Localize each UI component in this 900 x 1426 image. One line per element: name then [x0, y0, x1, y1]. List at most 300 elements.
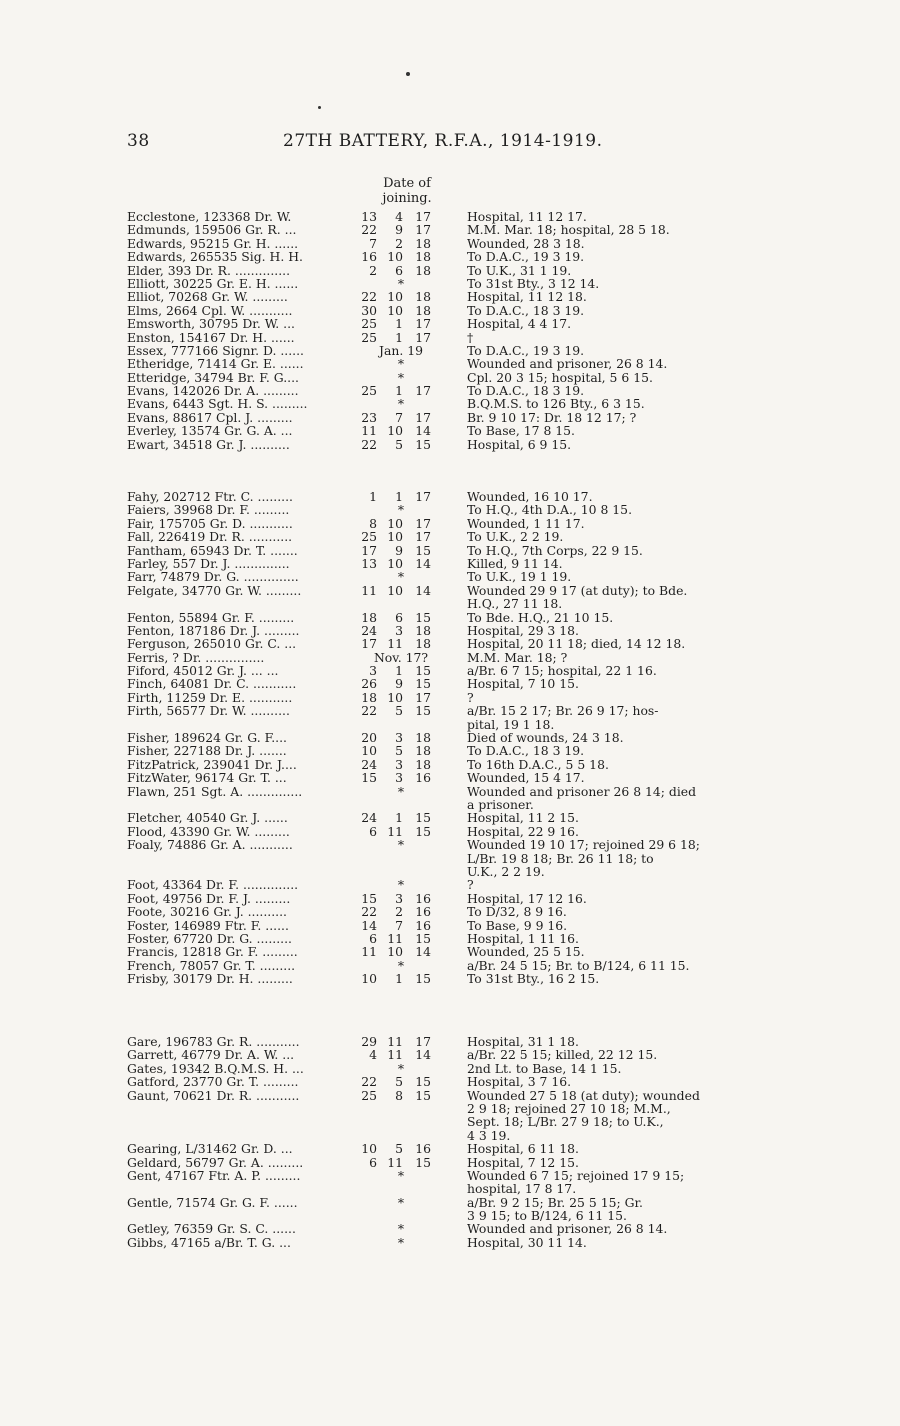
joining-day: 22 [361, 1074, 377, 1090]
joining-day: 29 [361, 1034, 377, 1049]
service-remark: Sept. 18; L/Br. 27 9 18; to U.K., [467, 1114, 664, 1130]
service-remark: Hospital, 31 1 18. [467, 1034, 579, 1049]
soldier-name: Fantham, 65943 Dr. T. ....... [127, 542, 298, 558]
joining-month: 10 [387, 423, 403, 439]
roll-entry [127, 1156, 787, 1169]
service-remark: To D.A.C., 18 3 19. [467, 383, 585, 399]
soldier-name: French, 78057 Gr. T. ......... [127, 957, 296, 973]
soldier-name: Farley, 557 Dr. J. .............. [127, 555, 290, 571]
roll-entry [127, 865, 787, 878]
soldier-name: Flawn, 251 Sgt. A. .............. [127, 783, 303, 799]
joining-day: 16 [361, 249, 377, 265]
service-remark: B.Q.M.S. to 126 Bty., 6 3 15. [467, 396, 645, 412]
service-remark: Hospital, 11 2 15. [467, 810, 579, 826]
soldier-name: Edmunds, 159506 Gr. R. ... [127, 222, 297, 238]
service-remark: Wounded, 1 11 17. [467, 515, 585, 531]
roll-entry [127, 1182, 787, 1195]
roll-entry [127, 611, 787, 624]
joining-year: 18 [415, 636, 431, 652]
joining-day: 15 [361, 890, 377, 906]
roll-entry [127, 1089, 787, 1102]
soldier-name: Edwards, 265535 Sig. H. H. [127, 249, 303, 265]
page-number: 38 [127, 131, 150, 151]
joining-day: 7 [369, 235, 377, 251]
joining-day: 10 [361, 743, 377, 759]
soldier-name: Gates, 19342 B.Q.M.S. H. ... [127, 1060, 304, 1076]
joining-month: 11 [387, 636, 403, 652]
soldier-name: Fiford, 45012 Gr. J. ... ... [127, 663, 279, 679]
joining-month: 5 [395, 1074, 403, 1090]
service-remark: Wounded 19 10 17; rejoined 29 6 18; [467, 837, 700, 853]
soldier-name: Essex, 777166 Signr. D. ...... [127, 342, 305, 358]
joining-month: 7 [395, 409, 403, 425]
joining-date: * [397, 837, 405, 853]
joining-day: 4 [369, 1047, 377, 1063]
joining-year: 14 [415, 944, 431, 960]
roll-section [127, 490, 787, 985]
service-remark: To D.A.C., 19 3 19. [467, 249, 585, 265]
roll-entry [127, 959, 787, 972]
joining-month: 11 [387, 1034, 403, 1049]
joining-date: * [397, 1234, 405, 1250]
roll-entry [127, 1075, 787, 1088]
joining-year: 17 [415, 689, 431, 705]
service-remark: To D.A.C., 19 3 19. [467, 342, 585, 358]
joining-month: 5 [395, 743, 403, 759]
soldier-name: Fisher, 189624 Gr. G. F.... [127, 730, 287, 746]
joining-day: 11 [361, 944, 377, 960]
joining-year: 17 [415, 316, 431, 332]
joining-month: 3 [395, 756, 403, 772]
soldier-name: Gent, 47167 Ftr. A. P. ......... [127, 1167, 301, 1183]
joining-day: 20 [361, 730, 377, 746]
joining-year: 15 [415, 810, 431, 826]
service-remark: To D/32, 8 9 16. [467, 904, 567, 920]
roll-entry [127, 825, 787, 838]
roll-entry [127, 785, 787, 798]
soldier-name: Foote, 30216 Gr. J. .......... [127, 904, 287, 920]
service-remark: To U.K., 19 1 19. [467, 569, 572, 585]
joining-month: 10 [387, 582, 403, 598]
roll-entry [127, 277, 787, 290]
service-remark: Wounded, 28 3 18. [467, 235, 585, 251]
roll-entry [127, 411, 787, 424]
roll-entry [127, 731, 787, 744]
joining-month: 5 [395, 436, 403, 452]
roll-entry [127, 357, 787, 370]
joining-day: 30 [361, 302, 377, 318]
joining-day: 23 [361, 409, 377, 425]
joining-year: 16 [415, 770, 431, 786]
soldier-name: Fall, 226419 Dr. R. ........... [127, 529, 293, 545]
service-remark: To Base, 17 8 15. [467, 423, 575, 439]
joining-year: 17 [415, 329, 431, 345]
date-of-joining-header [372, 176, 442, 206]
joining-day: 14 [361, 917, 377, 933]
joining-day: 1 [369, 489, 377, 504]
joining-date: * [397, 1194, 405, 1210]
roll-entry [127, 597, 787, 610]
joining-year: 16 [415, 917, 431, 933]
joining-month: 4 [395, 209, 403, 224]
joining-day: 25 [361, 316, 377, 332]
service-remark: Hospital, 6 9 15. [467, 436, 572, 452]
soldier-name: FitzPatrick, 239041 Dr. J.... [127, 756, 297, 772]
joining-day: 18 [361, 609, 377, 625]
service-remark: 2 9 18; rejoined 27 10 18; M.M., [467, 1100, 671, 1116]
roll-entry [127, 490, 787, 503]
service-remark: a/Br. 24 5 15; Br. to B/124, 6 11 15. [467, 957, 690, 973]
soldier-name: Gibbs, 47165 a/Br. T. G. ... [127, 1234, 291, 1250]
joining-day: 13 [361, 555, 377, 571]
roll-entry [127, 651, 787, 664]
service-remark: Wounded 27 5 18 (at duty); wounded [467, 1087, 700, 1103]
roll-entry [127, 1236, 787, 1249]
service-remark: Hospital, 1 11 16. [467, 930, 579, 946]
joining-date: * [397, 783, 405, 799]
service-remark: 3 9 15; to B/124, 6 11 15. [467, 1208, 627, 1224]
service-remark: To 31st Bty., 16 2 15. [467, 971, 600, 987]
service-remark: Wounded, 16 10 17. [467, 489, 593, 504]
roll-entry [127, 250, 787, 263]
roll-entry [127, 264, 787, 277]
service-remark: To H.Q., 7th Corps, 22 9 15. [467, 542, 643, 558]
soldier-name: FitzWater, 96174 Gr. T. ... [127, 770, 287, 786]
joining-day: 26 [361, 676, 377, 692]
soldier-name: Firth, 56577 Dr. W. .......... [127, 703, 290, 719]
service-remark: Wounded, 15 4 17. [467, 770, 585, 786]
service-remark: ? [467, 877, 474, 893]
roll-entry [127, 1222, 787, 1235]
soldier-name: Frisby, 30179 Dr. H. ......... [127, 971, 293, 987]
joining-month: 1 [395, 489, 403, 504]
print-speck [406, 72, 410, 76]
joining-month: 10 [387, 944, 403, 960]
soldier-name: Fletcher, 40540 Gr. J. ...... [127, 810, 288, 826]
roll-entry [127, 290, 787, 303]
service-remark: Hospital, 4 4 17. [467, 316, 572, 332]
service-remark: a/Br. 22 5 15; killed, 22 12 15. [467, 1047, 658, 1063]
joining-year: 17 [415, 222, 431, 238]
roll-entry [127, 919, 787, 932]
roll-entry [127, 344, 787, 357]
roll-entry [127, 438, 787, 451]
soldier-name: Foaly, 74886 Gr. A. ........... [127, 837, 293, 853]
soldier-name: Flood, 43390 Gr. W. ......... [127, 823, 290, 839]
soldier-name: Fisher, 227188 Dr. J. ....... [127, 743, 287, 759]
roll-entry [127, 1062, 787, 1075]
roll-entry [127, 664, 787, 677]
soldier-name: Foot, 43364 Dr. F. .............. [127, 877, 299, 893]
roll-entry [127, 811, 787, 824]
soldier-name: Faiers, 39968 Dr. F. ......... [127, 502, 290, 518]
joining-day: 10 [361, 1141, 377, 1157]
roll-entry [127, 331, 787, 344]
soldier-name: Gatford, 23770 Gr. T. ......... [127, 1074, 299, 1090]
joining-year: 17 [415, 409, 431, 425]
service-remark: 4 3 19. [467, 1127, 511, 1143]
soldier-name: Geldard, 56797 Gr. A. ......... [127, 1154, 304, 1170]
roll-entry [127, 424, 787, 437]
soldier-name: Gare, 196783 Gr. R. ........... [127, 1034, 300, 1049]
roll-entry [127, 704, 787, 717]
soldier-name: Enston, 154167 Dr. H. ...... [127, 329, 295, 345]
roll-entry [127, 304, 787, 317]
joining-year: 16 [415, 904, 431, 920]
soldier-name: Finch, 64081 Dr. C. ........... [127, 676, 297, 692]
roll-entry [127, 1142, 787, 1155]
service-remark: Hospital, 17 12 16. [467, 890, 587, 906]
joining-year: 14 [415, 423, 431, 439]
joining-year: 15 [415, 1074, 431, 1090]
joining-month: 9 [395, 542, 403, 558]
joining-day: 13 [361, 209, 377, 224]
service-remark: a/Br. 6 7 15; hospital, 22 1 16. [467, 663, 657, 679]
joining-year: 14 [415, 1047, 431, 1063]
joining-year: 18 [415, 262, 431, 278]
soldier-name: Evans, 88617 Cpl. J. ......... [127, 409, 293, 425]
joining-month: 10 [387, 529, 403, 545]
service-remark: Hospital, 11 12 18. [467, 289, 587, 305]
joining-year: 18 [415, 730, 431, 746]
roll-entry [127, 544, 787, 557]
joining-day: 25 [361, 529, 377, 545]
roll-entry [127, 570, 787, 583]
joining-month: 10 [387, 515, 403, 531]
date-header-line: Date of [383, 176, 431, 191]
soldier-name: Ecclestone, 123368 Dr. W. [127, 209, 292, 224]
service-remark: Hospital, 6 11 18. [467, 1141, 579, 1157]
service-remark: M.M. Mar. 18; hospital, 28 5 18. [467, 222, 670, 238]
roll-entry [127, 384, 787, 397]
roll-entry [127, 317, 787, 330]
joining-year: 18 [415, 235, 431, 251]
joining-month: 9 [395, 222, 403, 238]
joining-month: 11 [387, 1047, 403, 1063]
joining-day: 22 [361, 289, 377, 305]
soldier-name: Ferris, ? Dr. ............... [127, 649, 265, 665]
soldier-name: Gaunt, 70621 Dr. R. ........... [127, 1087, 300, 1103]
service-remark: To U.K., 2 2 19. [467, 529, 564, 545]
joining-year: 15 [415, 676, 431, 692]
service-remark: To Bde. H.Q., 21 10 15. [467, 609, 614, 625]
joining-day: 6 [369, 823, 377, 839]
joining-year: 15 [415, 1154, 431, 1170]
joining-day: 22 [361, 703, 377, 719]
joining-day: 25 [361, 383, 377, 399]
joining-date: * [397, 569, 405, 585]
roll-entry [127, 718, 787, 731]
joining-month: 10 [387, 302, 403, 318]
roll-entry [127, 798, 787, 811]
service-remark: pital, 19 1 18. [467, 716, 555, 732]
joining-year: 17 [415, 515, 431, 531]
joining-day: 15 [361, 770, 377, 786]
service-remark: Cpl. 20 3 15; hospital, 5 6 15. [467, 369, 653, 385]
soldier-name: Elms, 2664 Cpl. W. ........... [127, 302, 293, 318]
roll-entry [127, 1048, 787, 1061]
roll-entry [127, 584, 787, 597]
roll-entry [127, 1129, 787, 1142]
joining-month: 11 [387, 823, 403, 839]
soldier-name: Elder, 393 Dr. R. .............. [127, 262, 291, 278]
joining-year: 14 [415, 555, 431, 571]
service-remark: Hospital, 29 3 18. [467, 622, 579, 638]
service-remark: Hospital, 22 9 16. [467, 823, 579, 839]
joining-year: 18 [415, 289, 431, 305]
soldier-name: Everley, 13574 Gr. G. A. ... [127, 423, 293, 439]
roll-entry [127, 624, 787, 637]
soldier-name: Fair, 175705 Gr. D. ........... [127, 515, 293, 531]
soldier-name: Ferguson, 265010 Gr. C. ... [127, 636, 297, 652]
service-remark: a prisoner. [467, 796, 534, 812]
roll-entry [127, 677, 787, 690]
service-remark: To U.K., 31 1 19. [467, 262, 572, 278]
joining-month: 1 [395, 810, 403, 826]
roll-entry [127, 210, 787, 223]
soldier-name: Getley, 76359 Gr. S. C. ...... [127, 1221, 296, 1237]
roll-entry [127, 771, 787, 784]
joining-year: 15 [415, 971, 431, 987]
soldier-name: Foster, 146989 Ftr. F. ...... [127, 917, 289, 933]
service-remark: To D.A.C., 18 3 19. [467, 743, 585, 759]
joining-year: 18 [415, 756, 431, 772]
soldier-name: Elliott, 30225 Gr. E. H. ...... [127, 275, 299, 291]
soldier-name: Francis, 12818 Gr. F. ......... [127, 944, 298, 960]
roll-entry [127, 838, 787, 851]
joining-month: 8 [395, 1087, 403, 1103]
joining-month: 11 [387, 930, 403, 946]
roll-entry [127, 758, 787, 771]
service-remark: To H.Q., 4th D.A., 10 8 15. [467, 502, 633, 518]
joining-year: 18 [415, 622, 431, 638]
joining-day: 6 [369, 1154, 377, 1170]
joining-date: * [397, 369, 405, 385]
roll-entry [127, 878, 787, 891]
service-remark: Br. 9 10 17: Dr. 18 12 17; ? [467, 409, 637, 425]
joining-year: 14 [415, 582, 431, 598]
roll-entry [127, 1035, 787, 1048]
roll-entry [127, 1196, 787, 1209]
service-remark: a/Br. 15 2 17; Br. 26 9 17; hos- [467, 703, 659, 719]
joining-month: 6 [395, 609, 403, 625]
joining-year: 16 [415, 1141, 431, 1157]
joining-month: 3 [395, 890, 403, 906]
joining-day: 11 [361, 582, 377, 598]
service-remark: Wounded, 25 5 15. [467, 944, 585, 960]
joining-date: * [397, 396, 405, 412]
service-remark: † [467, 329, 474, 345]
joining-month: 10 [387, 249, 403, 265]
joining-date: * [397, 356, 405, 372]
joining-year: 18 [415, 249, 431, 265]
joining-month: 5 [395, 703, 403, 719]
service-remark: Hospital, 20 11 18; died, 14 12 18. [467, 636, 686, 652]
joining-month: 3 [395, 770, 403, 786]
joining-date: * [397, 1060, 405, 1076]
roll-section [127, 210, 787, 451]
joining-year: 17 [415, 209, 431, 224]
service-remark: Wounded and prisoner, 26 8 14. [467, 1221, 668, 1237]
page-title: 27TH BATTERY, R.F.A., 1914-1919. [283, 131, 603, 151]
roll-entry [127, 503, 787, 516]
service-remark: L/Br. 19 8 18; Br. 26 11 18; to [467, 850, 654, 866]
service-remark: To D.A.C., 18 3 19. [467, 302, 585, 318]
soldier-name: Etheridge, 71414 Gr. E. ...... [127, 356, 304, 372]
soldier-name: Gearing, L/31462 Gr. D. ... [127, 1141, 293, 1157]
service-remark: Hospital, 30 11 14. [467, 1234, 587, 1250]
joining-day: 22 [361, 222, 377, 238]
joining-day: 24 [361, 756, 377, 772]
joining-year: 17 [415, 383, 431, 399]
joining-day: 24 [361, 622, 377, 638]
soldier-name: Fahy, 202712 Ftr. C. ......... [127, 489, 293, 504]
roll-entry [127, 237, 787, 250]
joining-year: 15 [415, 1087, 431, 1103]
joining-day: 22 [361, 436, 377, 452]
service-remark: a/Br. 9 2 15; Br. 25 5 15; Gr. [467, 1194, 643, 1210]
date-header-line: joining. [382, 191, 432, 206]
print-speck [318, 106, 321, 109]
joining-month: 6 [395, 262, 403, 278]
joining-month: 2 [395, 904, 403, 920]
joining-day: 6 [369, 930, 377, 946]
joining-year: 15 [415, 823, 431, 839]
joining-month: 3 [395, 730, 403, 746]
service-remark: Wounded 6 7 15; rejoined 17 9 15; [467, 1167, 685, 1183]
soldier-name: Garrett, 46779 Dr. A. W. ... [127, 1047, 295, 1063]
soldier-name: Felgate, 34770 Gr. W. ......... [127, 582, 302, 598]
roll-entry [127, 932, 787, 945]
service-remark: Hospital, 7 12 15. [467, 1154, 579, 1170]
service-remark: Wounded 29 9 17 (at duty); to Bde. [467, 582, 688, 598]
soldier-name: Edwards, 95215 Gr. H. ...... [127, 235, 299, 251]
service-remark: To Base, 9 9 16. [467, 917, 568, 933]
joining-month: 11 [387, 1154, 403, 1170]
service-remark: hospital, 17 8 17. [467, 1181, 577, 1197]
joining-day: 11 [361, 423, 377, 439]
service-remark: Died of wounds, 24 3 18. [467, 730, 624, 746]
soldier-name: Firth, 11259 Dr. E. ........... [127, 689, 293, 705]
joining-day: 17 [361, 636, 377, 652]
service-remark: To 31st Bty., 3 12 14. [467, 275, 600, 291]
roll-entry [127, 397, 787, 410]
roll-entry [127, 530, 787, 543]
soldier-name: Etteridge, 34794 Br. F. G.... [127, 369, 299, 385]
joining-month: 1 [395, 971, 403, 987]
joining-month: 1 [395, 663, 403, 679]
joining-month: 1 [395, 329, 403, 345]
joining-day: 25 [361, 329, 377, 345]
soldier-name: Evans, 142026 Dr. A. ......... [127, 383, 299, 399]
service-remark: U.K., 2 2 19. [467, 863, 545, 879]
joining-year: 15 [415, 703, 431, 719]
joining-day: 22 [361, 904, 377, 920]
soldier-name: Fenton, 187186 Dr. J. ......... [127, 622, 300, 638]
joining-month: 2 [395, 235, 403, 251]
soldier-name: Farr, 74879 Dr. G. .............. [127, 569, 299, 585]
roll-entry [127, 691, 787, 704]
joining-year: 15 [415, 609, 431, 625]
joining-day: 2 [369, 262, 377, 278]
roll-entry [127, 892, 787, 905]
joining-day: 25 [361, 1087, 377, 1103]
joining-year: 18 [415, 302, 431, 318]
soldier-name: Ewart, 34518 Gr. J. .......... [127, 436, 290, 452]
soldier-name: Gentle, 71574 Gr. G. F. ...... [127, 1194, 298, 1210]
joining-date: * [397, 502, 405, 518]
roll-entry [127, 972, 787, 985]
